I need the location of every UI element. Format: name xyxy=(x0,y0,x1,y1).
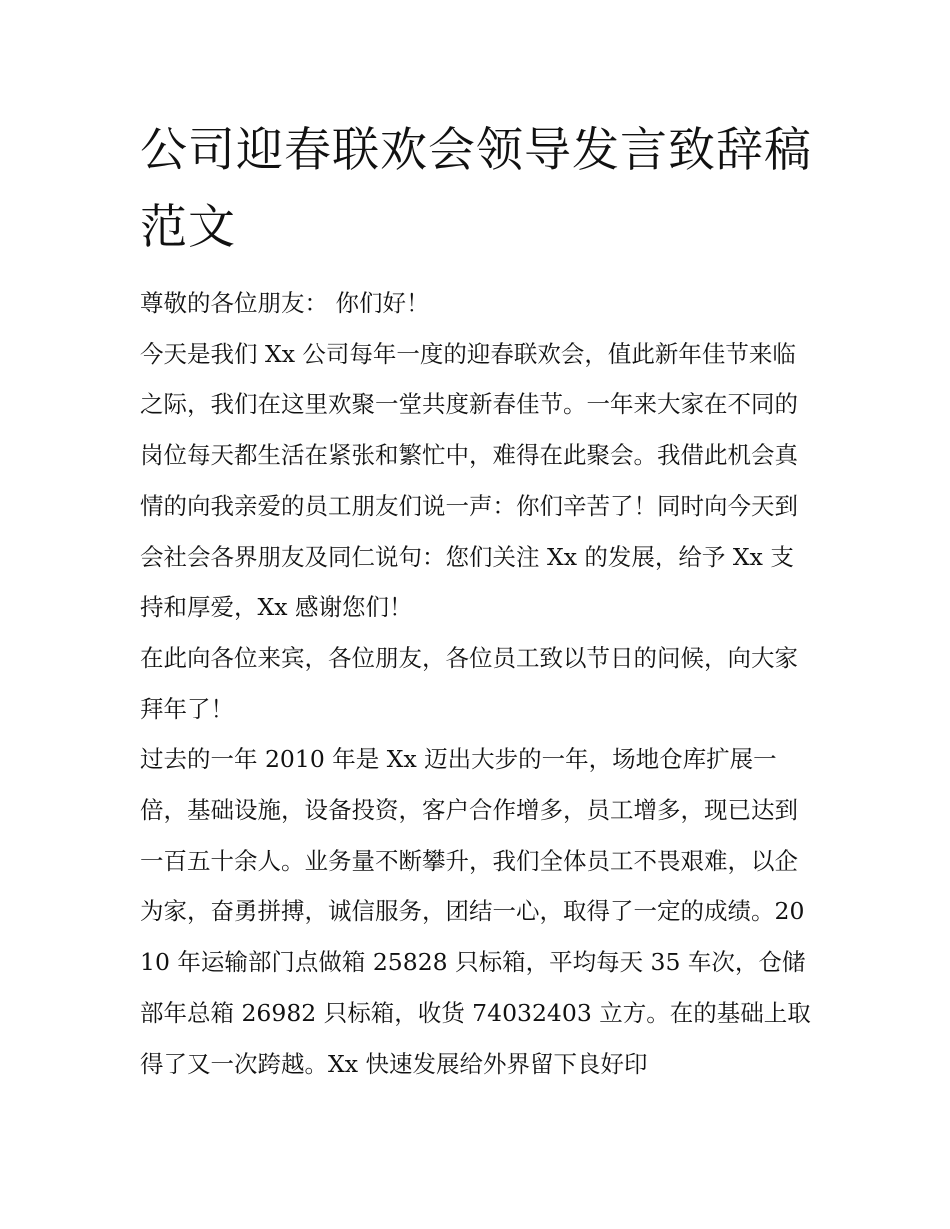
document-title: 公司迎春联欢会领导发言致辞稿范文 xyxy=(140,123,812,255)
new-year-greeting-paragraph: 在此向各位来宾，各位朋友，各位员工致以节日的问候，向大家拜年了！ xyxy=(140,643,798,723)
document-body xyxy=(140,112,812,1089)
review-paragraph: 过去的一年 2010 年是 Xx 迈出大步的一年，场地仓库扩展一倍，基础设施，设备投资，客户合作增多，员工增多，现已达到一百五十余人。业务量不断攀升，我们全体员工不畏艰难，以企为家，奋勇拼搏，诚信服务，团结一心，取得了一定的成绩。2010 年运输部门点做箱 25828 只标箱，平均每天 35 车次，仓储部年总箱 26982 只标箱，收货 74032403 立方。在的基础上取得了又一次跨越。Xx 快速发展给外界留下良好印 xyxy=(140,745,811,1078)
opening-paragraph: 今天是我们 Xx 公司每年一度的迎春联欢会，值此新年佳节来临之际，我们在这里欢聚一堂共度新春佳节。一年来大家在不同的岗位每天都生活在紧张和繁忙中，难得在此聚会。我借此机会真情的向我亲爱的员工朋友们说一声：你们辛苦了！同时向今天到会社会各界朋友及同仁说句：您们关注 Xx 的发展，给予 Xx 支持和厚爱，Xx 感谢您们！ xyxy=(140,339,798,622)
greeting-paragraph: 尊敬的各位朋友： 你们好！ xyxy=(140,289,430,317)
